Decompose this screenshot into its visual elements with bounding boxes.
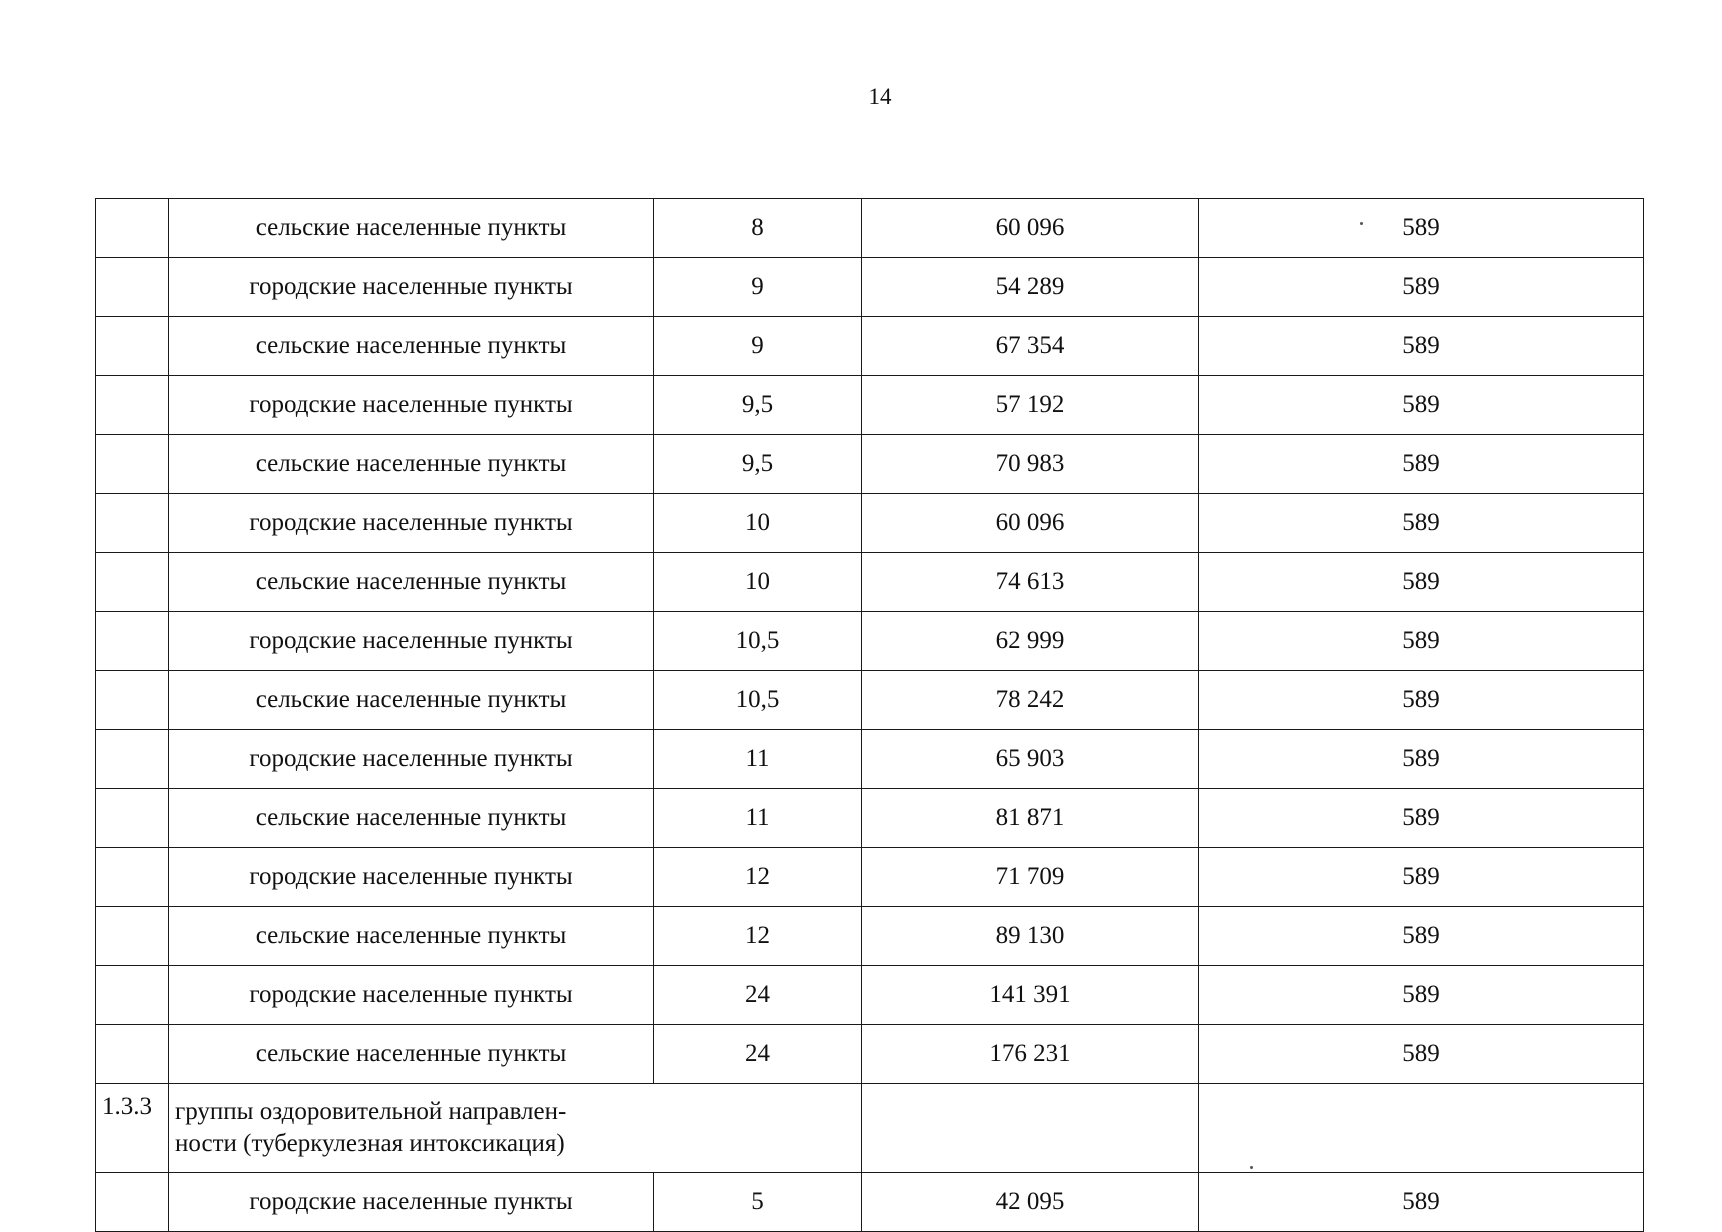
row-number-cell (96, 789, 169, 848)
table-row (96, 612, 1644, 671)
row-number-cell (96, 1025, 169, 1084)
table-row (96, 789, 1644, 848)
settlement-type-cell: городские населенные пункты (169, 258, 654, 317)
value-a-cell: 10,5 (654, 671, 862, 730)
row-number-cell (96, 317, 169, 376)
value-a-cell: 11 (654, 730, 862, 789)
value-c-cell: 589 (1199, 553, 1644, 612)
value-b-cell: 67 354 (862, 317, 1199, 376)
value-c-cell: 589 (1199, 1173, 1644, 1232)
row-number-cell (96, 376, 169, 435)
value-a-cell: 24 (654, 966, 862, 1025)
row-number-cell (96, 730, 169, 789)
row-number-cell (96, 199, 169, 258)
empty-cell (862, 1084, 1199, 1173)
value-c-cell: 589 (1199, 730, 1644, 789)
value-a-cell: 9 (654, 317, 862, 376)
value-c-cell: 589 (1199, 494, 1644, 553)
empty-cell (1199, 1084, 1644, 1173)
table-row (96, 435, 1644, 494)
value-c-cell: 589 (1199, 907, 1644, 966)
settlement-type-cell: сельские населенные пункты (169, 435, 654, 494)
row-number-cell (96, 435, 169, 494)
settlement-type-cell: сельские населенные пункты (169, 1025, 654, 1084)
value-a-cell: 10 (654, 553, 862, 612)
section-name-cell (169, 1084, 862, 1173)
settlement-type-cell: городские населенные пункты (169, 966, 654, 1025)
tariff-table (95, 198, 1644, 1232)
value-c-cell: 589 (1199, 199, 1644, 258)
table-row (96, 317, 1644, 376)
settlement-type-cell: городские населенные пункты (169, 1173, 654, 1232)
settlement-type-cell: сельские населенные пункты (169, 789, 654, 848)
value-b-cell: 81 871 (862, 789, 1199, 848)
table-row (96, 376, 1644, 435)
value-c-cell: 589 (1199, 789, 1644, 848)
value-b-cell: 141 391 (862, 966, 1199, 1025)
value-a-cell: 9,5 (654, 376, 862, 435)
value-b-cell: 60 096 (862, 494, 1199, 553)
value-c-cell: 589 (1199, 848, 1644, 907)
row-number-cell (96, 612, 169, 671)
value-a-cell: 12 (654, 907, 862, 966)
value-a-cell: 8 (654, 199, 862, 258)
value-a-cell: 10 (654, 494, 862, 553)
row-number-cell (96, 848, 169, 907)
value-a-cell: 10,5 (654, 612, 862, 671)
table-row (96, 553, 1644, 612)
table-body (96, 199, 1644, 1232)
settlement-type-cell: городские населенные пункты (169, 848, 654, 907)
settlement-type-cell: сельские населенные пункты (169, 199, 654, 258)
table-row (96, 907, 1644, 966)
value-b-cell: 74 613 (862, 553, 1199, 612)
table-row (96, 730, 1644, 789)
value-b-cell: 60 096 (862, 199, 1199, 258)
value-a-cell: 24 (654, 1025, 862, 1084)
value-c-cell: 589 (1199, 317, 1644, 376)
section-name-line2: ности (туберкулезная интоксикация) (175, 1130, 565, 1157)
value-b-cell: 176 231 (862, 1025, 1199, 1084)
row-number-cell (96, 907, 169, 966)
settlement-type-cell: городские населенные пункты (169, 730, 654, 789)
value-b-cell: 54 289 (862, 258, 1199, 317)
table-row (96, 199, 1644, 258)
value-a-cell: 11 (654, 789, 862, 848)
table-row (96, 966, 1644, 1025)
value-a-cell: 5 (654, 1173, 862, 1232)
page-number: 14 (868, 84, 892, 109)
table-row (96, 848, 1644, 907)
settlement-type-cell: городские населенные пункты (169, 494, 654, 553)
value-b-cell: 65 903 (862, 730, 1199, 789)
value-c-cell: 589 (1199, 612, 1644, 671)
row-number-cell (96, 553, 169, 612)
table-row (96, 1025, 1644, 1084)
value-b-cell: 71 709 (862, 848, 1199, 907)
value-c-cell: 589 (1199, 435, 1644, 494)
row-number-cell (96, 1173, 169, 1232)
row-number-cell (96, 966, 169, 1025)
settlement-type-cell: сельские населенные пункты (169, 317, 654, 376)
value-a-cell: 9,5 (654, 435, 862, 494)
value-a-cell: 12 (654, 848, 862, 907)
row-number-cell (96, 494, 169, 553)
scan-speck (1250, 1166, 1253, 1169)
scan-speck (1360, 222, 1363, 225)
value-c-cell: 589 (1199, 1025, 1644, 1084)
value-b-cell: 62 999 (862, 612, 1199, 671)
value-c-cell: 589 (1199, 376, 1644, 435)
row-number-cell (96, 258, 169, 317)
value-c-cell: 589 (1199, 258, 1644, 317)
table-row (96, 258, 1644, 317)
table-row (96, 671, 1644, 730)
settlement-type-cell: сельские населенные пункты (169, 671, 654, 730)
value-a-cell: 9 (654, 258, 862, 317)
value-b-cell: 89 130 (862, 907, 1199, 966)
value-c-cell: 589 (1199, 966, 1644, 1025)
section-row (96, 1084, 1644, 1173)
section-number-cell: 1.3.3 (96, 1084, 169, 1173)
value-c-cell: 589 (1199, 671, 1644, 730)
settlement-type-cell: сельские населенные пункты (169, 907, 654, 966)
row-number-cell (96, 671, 169, 730)
settlement-type-cell: городские населенные пункты (169, 612, 654, 671)
table-row (96, 494, 1644, 553)
table-row (96, 1173, 1644, 1232)
value-b-cell: 78 242 (862, 671, 1199, 730)
value-b-cell: 42 095 (862, 1173, 1199, 1232)
section-name-line1: группы оздоровительной направлен- (175, 1098, 567, 1125)
settlement-type-cell: городские населенные пункты (169, 376, 654, 435)
tariff-table-container (95, 198, 1643, 1232)
settlement-type-cell: сельские населенные пункты (169, 553, 654, 612)
value-b-cell: 70 983 (862, 435, 1199, 494)
value-b-cell: 57 192 (862, 376, 1199, 435)
